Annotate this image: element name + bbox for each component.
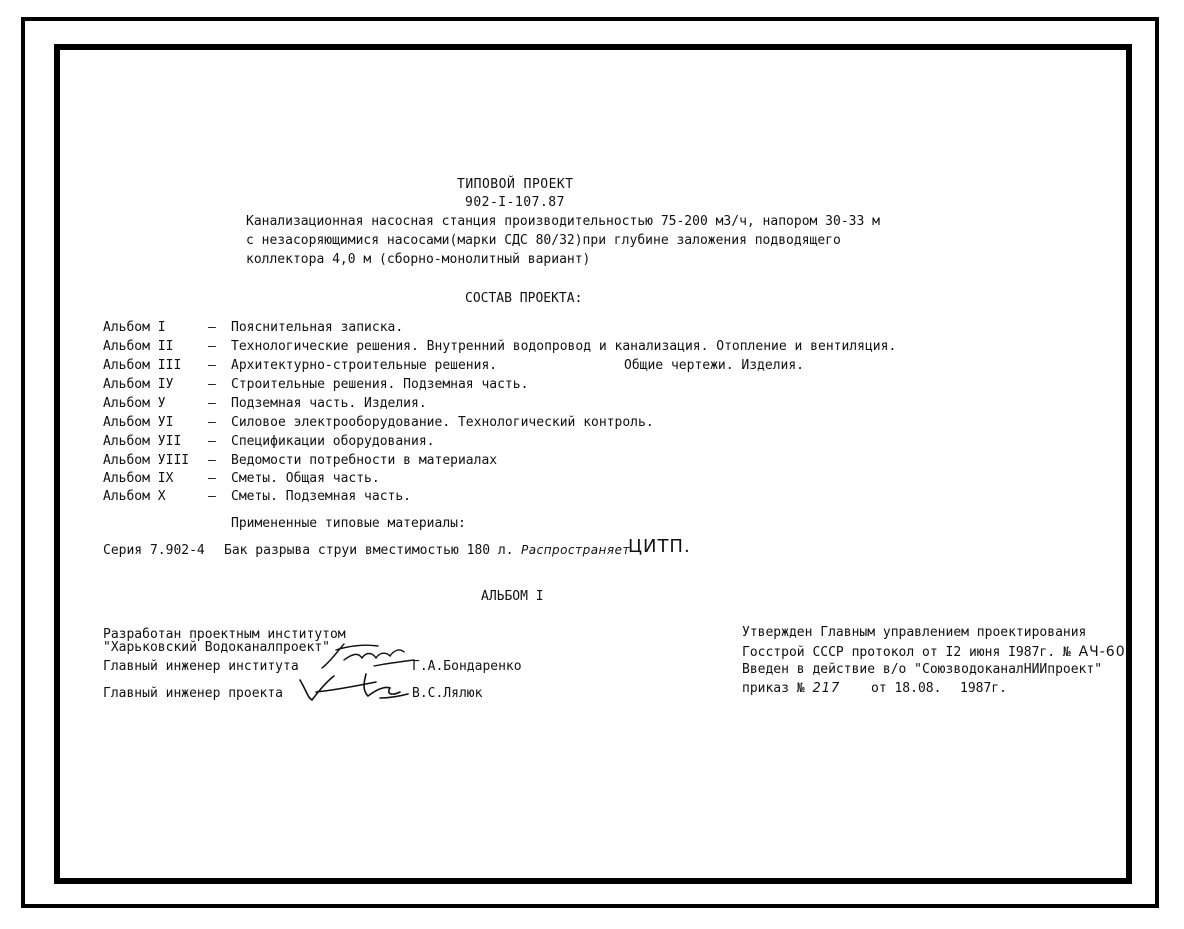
album-dash: – (208, 434, 216, 449)
album-label: АЛЬБОМ I (481, 589, 544, 604)
album-name: Альбом I (103, 320, 166, 335)
description-line-3: коллектора 4,0 м (сборно-монолитный вариант) (246, 252, 591, 267)
album-dash: – (208, 358, 216, 373)
list-item (0, 434, 1184, 452)
signature-lyalyuk (296, 668, 412, 704)
album-dash: – (208, 396, 216, 411)
album-description-extra: Общие чертежи. Изделия. (624, 358, 805, 373)
list-item (0, 358, 1184, 376)
album-dash: – (208, 453, 216, 468)
list-item (0, 453, 1184, 471)
approval-line-1: Утвержден Главным управлением проектирования (742, 625, 1087, 640)
album-description: Подземная часть. Изделия. (231, 396, 427, 411)
materials-heading: Примененные типовые материалы: (231, 516, 466, 531)
list-item (0, 377, 1184, 395)
album-name: Альбом УII (103, 434, 182, 449)
album-dash: – (208, 339, 216, 354)
list-item (0, 320, 1184, 338)
album-name: Альбом У (103, 396, 166, 411)
developer-line-1: Разработан проектным институтом (103, 627, 346, 642)
list-item (0, 339, 1184, 357)
distributor-label: Распространяет (521, 543, 630, 557)
approval-number: АЧ-60 (1078, 644, 1126, 660)
album-dash: – (208, 415, 216, 430)
order-date: от 18.08. (871, 681, 942, 696)
project-code: 902-I-107.87 (465, 195, 565, 210)
approval-protocol: Госстрой СССР протокол от I2 июня I987г. № (742, 645, 1071, 660)
album-name: Альбом X (103, 489, 166, 504)
album-name: Альбом III (103, 358, 182, 373)
album-description: Сметы. Общая часть. (231, 471, 380, 486)
album-description: Ведомости потребности в материалах (231, 453, 498, 468)
album-description: Технологические решения. Внутренний водопровод и канализация. Отопление и вентиляция. (231, 339, 897, 354)
list-item (0, 396, 1184, 414)
description-line-1: Канализационная насосная станция производительностью 75-200 м3/ч, напором 30-33 м (246, 214, 880, 229)
materials-series: Серия 7.902-4 (103, 543, 205, 558)
distributor-name: ЦИТП. (628, 536, 691, 557)
album-name: Альбом УIII (103, 453, 190, 468)
album-dash: – (208, 377, 216, 392)
album-description: Спецификации оборудования. (231, 434, 435, 449)
list-item (0, 415, 1184, 433)
project-title: ТИПОВОЙ ПРОЕКТ (457, 177, 574, 192)
approval-line-4 (742, 681, 840, 697)
album-name: Альбом II (103, 339, 174, 354)
album-description: Сметы. Подземная часть. (231, 489, 412, 504)
order-year: 1987г. (960, 681, 1007, 696)
approval-line-3: Введен в действие в/о "СоюзводоканалНИИпроект" (742, 662, 1103, 677)
materials-item: Бак разрыва струи вместимостью 180 л. (224, 543, 514, 558)
album-name: Альбом IX (103, 471, 174, 486)
album-description: Архитектурно-строительные решения. (231, 358, 498, 373)
album-description: Пояснительная записка. (231, 320, 404, 335)
approval-line-2 (742, 644, 1126, 661)
chief-institute-label: Главный инженер института (103, 659, 299, 674)
album-dash: – (208, 471, 216, 486)
chief-institute-name: Г.А.Бондаренко (412, 659, 522, 674)
order-number: 217 (812, 681, 841, 696)
album-dash: – (208, 320, 216, 335)
album-description: Силовое электрооборудование. Технологический контроль. (231, 415, 654, 430)
chief-project-name: В.С.Лялюк (412, 686, 483, 701)
album-name: Альбом IУ (103, 377, 174, 392)
album-description: Строительные решения. Подземная часть. (231, 377, 529, 392)
order-prefix: приказ № (742, 681, 805, 696)
list-item (0, 471, 1184, 489)
chief-project-label: Главный инженер проекта (103, 686, 284, 701)
composition-heading: СОСТАВ ПРОЕКТА: (465, 291, 583, 306)
album-dash: – (208, 489, 216, 504)
description-line-2: с незасоряющимися насосами(марки СДС 80/32)при глубине заложения подводящего (246, 233, 841, 248)
developer-line-2: "Харьковский Водоканалпроект" (103, 640, 330, 655)
album-name: Альбом УI (103, 415, 174, 430)
list-item (0, 489, 1184, 507)
